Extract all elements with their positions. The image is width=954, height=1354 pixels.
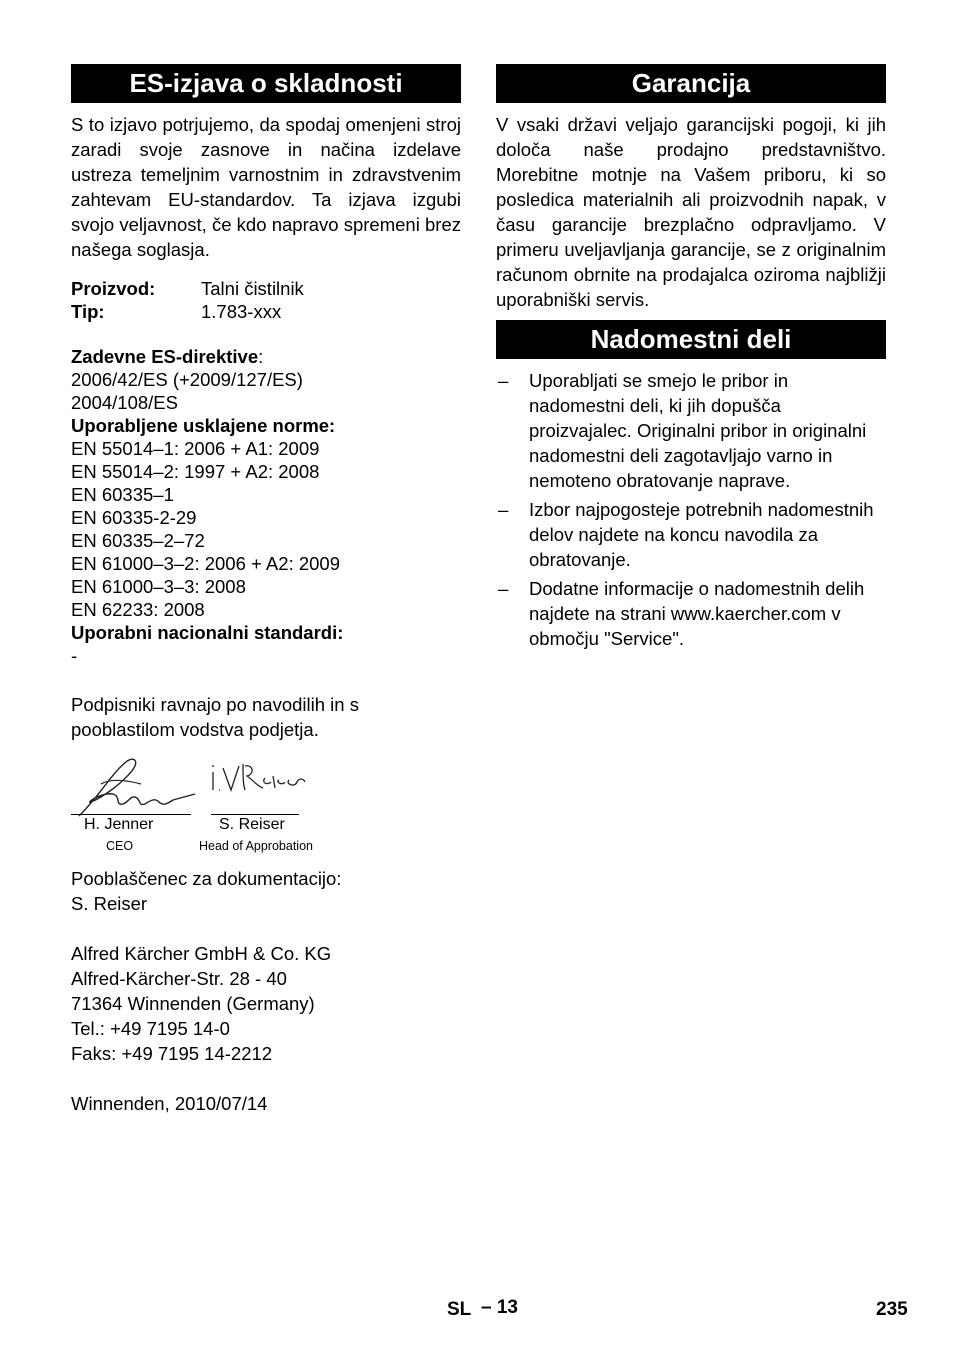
- address-line: 71364 Winnenden (Germany): [71, 993, 315, 1014]
- dash-bullet: –: [498, 499, 509, 520]
- directives-label: Zadevne ES-direktive: [71, 346, 259, 367]
- product-label: Proizvod:: [71, 278, 156, 299]
- type-row: [71, 300, 461, 323]
- declaration-heading: ES-izjava o skladnosti: [71, 64, 461, 103]
- address-line: Tel.: +49 7195 14-0: [71, 1018, 230, 1039]
- footer-page-number: 235: [876, 1299, 908, 1320]
- docs-label: Pooblaščenec za dokumentacijo:: [71, 868, 342, 889]
- directives-heading: [71, 345, 461, 368]
- signature-line-reiser: [211, 814, 299, 815]
- signer2-name: S. Reiser: [219, 816, 285, 833]
- right-column: [496, 64, 886, 655]
- product-info: [71, 277, 461, 323]
- type-value: 1.783-xxx: [201, 301, 282, 322]
- list-item: [496, 576, 886, 651]
- parts-heading: Nadomestni deli: [496, 320, 886, 359]
- list-item: [496, 368, 886, 493]
- norm-item: EN 60335–2–72: [71, 530, 205, 551]
- signer1-role: CEO: [106, 839, 134, 853]
- left-column: [71, 64, 461, 1116]
- docs-person: S. Reiser: [71, 893, 148, 914]
- dash-bullet: –: [498, 578, 509, 599]
- parts-item-text: Uporabljati se smejo le pribor in nadomestni deli, ki jih dopušča proizvajalec. Originalni pribor in originalni nadomestni deli zagotavljajo varno in nemoteno obratovanje naprave.: [529, 370, 867, 491]
- signature-reiser: [209, 760, 309, 800]
- norm-item: EN 55014–2: 1997 + A2: 2008: [71, 461, 320, 482]
- directive-item: 2004/108/ES: [71, 392, 178, 413]
- signer2-role: Head of Approbation: [199, 839, 313, 853]
- parts-list: [496, 368, 886, 651]
- national-value: -: [71, 645, 78, 666]
- directives-block: [71, 345, 461, 667]
- footer-language: SL: [447, 1299, 472, 1320]
- footer-section-page: – 13: [481, 1297, 518, 1318]
- address-line: Alfred Kärcher GmbH & Co. KG: [71, 943, 332, 964]
- national-label: Uporabni nacionalni standardi:: [71, 622, 344, 643]
- norm-item: EN 55014–1: 2006 + A1: 2009: [71, 438, 320, 459]
- norm-item: EN 61000–3–2: 2006 + A2: 2009: [71, 553, 340, 574]
- norm-item: EN 62233: 2008: [71, 599, 205, 620]
- docs-block: [71, 866, 461, 916]
- norm-item: EN 60335–1: [71, 484, 174, 505]
- signature-block: [71, 754, 461, 854]
- product-row: [71, 277, 461, 300]
- warranty-heading: Garancija: [496, 64, 886, 103]
- place-date: Winnenden, 2010/07/14: [71, 1093, 268, 1114]
- address-line: Faks: +49 7195 14-2212: [71, 1043, 273, 1064]
- norm-item: EN 61000–3–3: 2008: [71, 576, 246, 597]
- warranty-text: V vsaki državi veljajo garancijski pogoji, ki jih določa naše prodajno predstavništvo. Morebitne motnje na Vašem priboru, ki so posledica materialnih ali proizvodnih napak, v času garancije brezplačno odpravljamo. V primeru uveljavljanja garancije, se z originalnim računom obrnite na prodajalca oziroma najbližji uporabniški servis.: [496, 114, 886, 310]
- declaration-intro: S to izjavo potrjujemo, da spodaj omenjeni stroj zaradi svoje zasnove in načina izdelave ustreza temeljnim varnostnim in zdravstvenim zahtevam EU-standardov. Ta izjava izgubi svojo veljavnost, če kdo napravo spremeni brez našega soglasja.: [71, 114, 461, 260]
- address-block: [71, 941, 461, 1066]
- directive-item: 2006/42/ES (+2009/127/ES): [71, 369, 303, 390]
- parts-item-text: Dodatne informacije o nadomestnih delih najdete na strani www.kaercher.com v območju "Service".: [529, 578, 865, 649]
- product-value: Talni čistilnik: [201, 278, 304, 299]
- norms-label: Uporabljene usklajene norme:: [71, 415, 336, 436]
- norm-item: EN 60335-2-29: [71, 507, 197, 528]
- type-label: Tip:: [71, 301, 105, 322]
- directives-colon: :: [258, 346, 264, 367]
- address-line: Alfred-Kärcher-Str. 28 - 40: [71, 968, 287, 989]
- dash-bullet: –: [498, 370, 509, 391]
- signature-line-jenner: [71, 814, 191, 815]
- signer1-name: H. Jenner: [84, 816, 154, 833]
- signers-text: Podpisniki ravnajo po navodilih in s pooblastilom vodstva podjetja.: [71, 694, 359, 740]
- list-item: [496, 497, 886, 572]
- parts-item-text: Izbor najpogosteje potrebnih nadomestnih delov najdete na koncu navodila za obratovanje.: [529, 499, 874, 570]
